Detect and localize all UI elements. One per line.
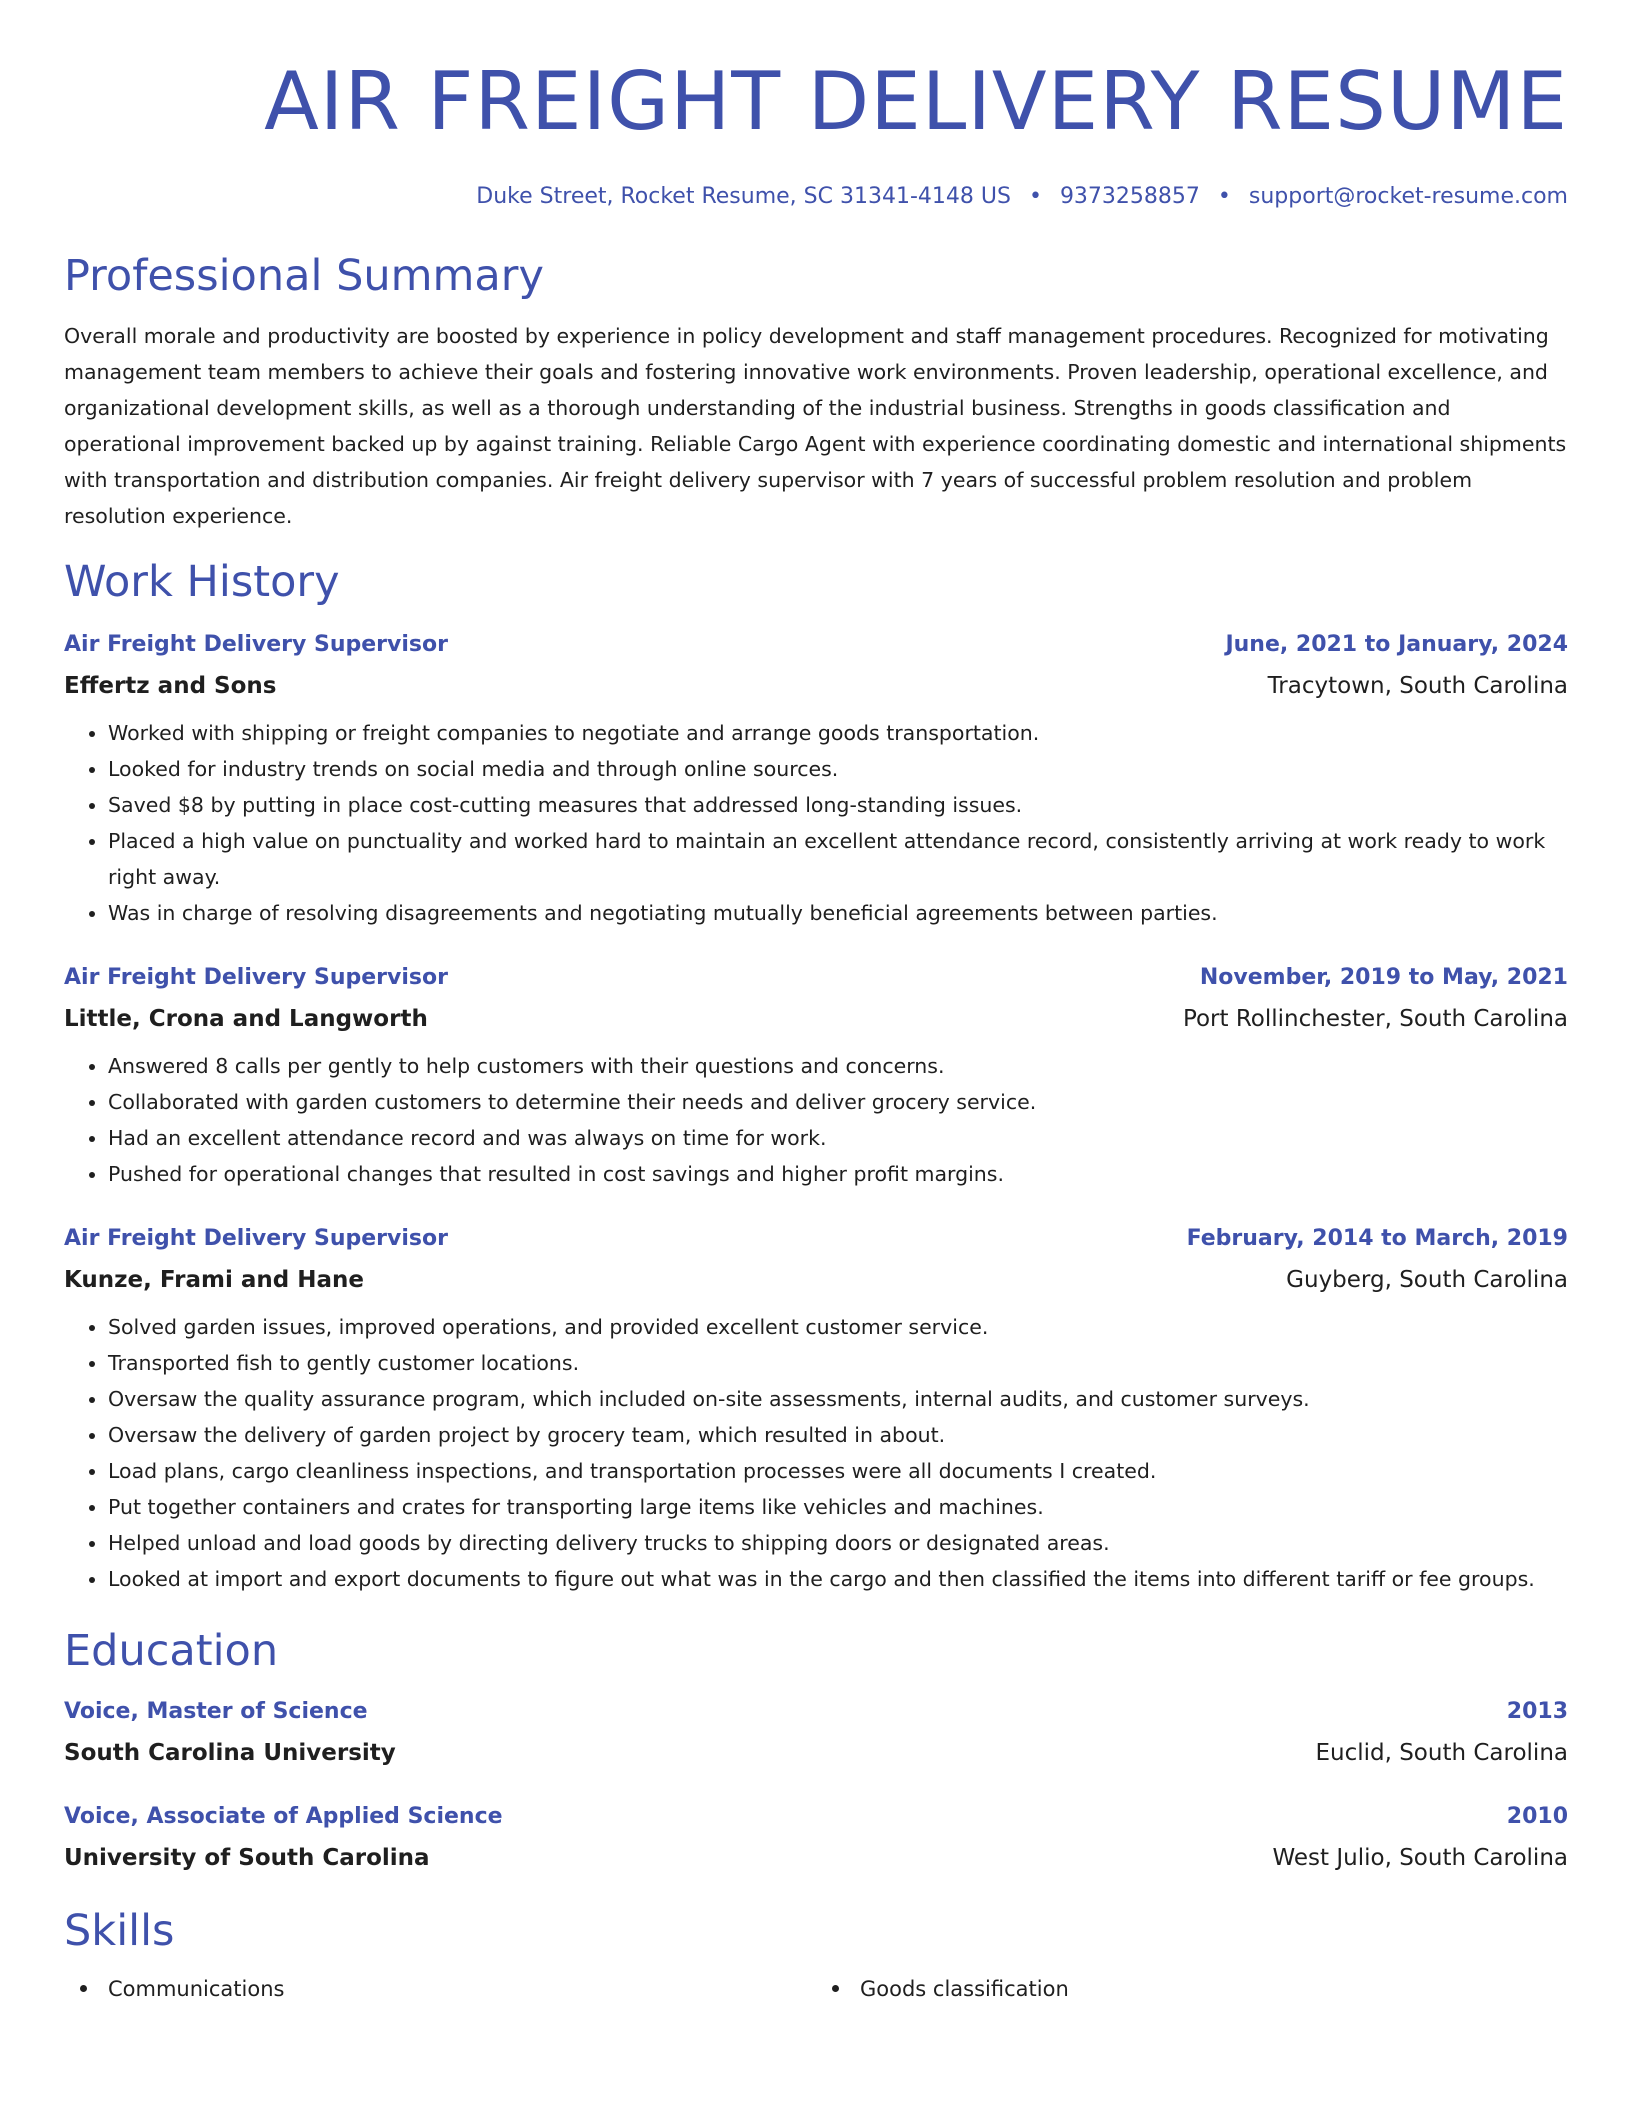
job-bullet: • Helped unload and load goods by directing delivery trucks to shipping doors or designated areas.: [108, 1525, 1568, 1561]
job-location: Port Rollinchester, South Carolina: [1182, 1006, 1568, 1032]
job-bullet: • Answered 8 calls per gently to help customers with their questions and concerns.: [108, 1048, 1568, 1084]
job-org-row: [64, 667, 1568, 705]
education-year: 2010: [1506, 1804, 1568, 1829]
job-bullet: • Looked for industry trends on social media and through online sources.: [108, 751, 1568, 787]
job-bullet: • Oversaw the quality assurance program, which included on-site assessments, internal audits, and customer surveys.: [108, 1381, 1568, 1417]
job-role: Air Freight Delivery Supervisor: [64, 965, 448, 990]
job-bullet: • Saved $8 by putting in place cost-cutting measures that addressed long-standing issues.: [108, 787, 1568, 823]
education-school: University of South Carolina: [64, 1845, 430, 1871]
job-org-row: [64, 1261, 1568, 1299]
education-location: West Julio, South Carolina: [1272, 1845, 1568, 1871]
job-company: Kunze, Frami and Hane: [64, 1267, 364, 1293]
summary-heading: Professional Summary: [64, 251, 544, 301]
education-school: South Carolina University: [64, 1740, 396, 1766]
contact-separator: •: [1028, 184, 1042, 209]
skill-item: Communications: [64, 1971, 816, 2007]
job-role: Air Freight Delivery Supervisor: [64, 632, 448, 657]
job-bullets: [64, 715, 1568, 931]
job-location: Guyberg, South Carolina: [1286, 1267, 1568, 1293]
education-header: [64, 1800, 1568, 1834]
skills-list: [64, 1971, 1568, 2007]
job-bullet: • Put together containers and crates for transporting large items like vehicles and machines.: [108, 1489, 1568, 1525]
education-school-row: [64, 1839, 1568, 1877]
education-year: 2013: [1506, 1699, 1568, 1724]
job-bullet: • Oversaw the delivery of garden project by grocery team, which resulted in about.: [108, 1417, 1568, 1453]
job-bullet: • Solved garden issues, improved operations, and provided excellent customer service.: [108, 1309, 1568, 1345]
job-company: Effertz and Sons: [64, 673, 277, 699]
education-entry: [64, 1695, 1568, 1772]
summary-text: Overall morale and productivity are boosted by experience in policy development and staff management procedures. Recognized for motivating management team members to achieve their goals and fostering innovative work environments. Proven leadership, operational excellence, and organizational development skills, as well as a thorough understanding of the industrial business. Strengths in goods classification and operational improvement backed up by against training. Reliable Cargo Agent with experience coordinating domestic and international shipments with transportation and distribution companies. Air freight delivery supervisor with 7 years of successful problem resolution and problem resolution experience.: [64, 324, 1567, 528]
education-degree: Voice, Master of Science: [64, 1699, 368, 1724]
job-org-row: [64, 1000, 1568, 1038]
contact-email: support@rocket-resume.com: [1248, 184, 1568, 209]
education-header: [64, 1695, 1568, 1729]
job-bullet: • Pushed for operational changes that resulted in cost savings and higher profit margins.: [108, 1156, 1568, 1192]
job-bullet: • Had an excellent attendance record and was always on time for work.: [108, 1120, 1568, 1156]
job-entry: [64, 1222, 1568, 1597]
job-bullet: • Was in charge of resolving disagreements and negotiating mutually beneficial agreements between parties.: [108, 895, 1568, 931]
job-header: [64, 628, 1568, 662]
job-bullet: • Placed a high value on punctuality and worked hard to maintain an excellent attendance record, consistently arriving at work ready to work right away.: [108, 823, 1568, 895]
job-bullets: [64, 1048, 1568, 1192]
job-company: Little, Crona and Langworth: [64, 1006, 428, 1032]
contact-address: Duke Street, Rocket Resume, SC 31341-4148 US: [476, 184, 1011, 209]
contact-phone: 9373258857: [1059, 184, 1200, 209]
job-entry: [64, 961, 1568, 1192]
job-dates: November, 2019 to May, 2021: [1199, 965, 1568, 990]
job-location: Tracytown, South Carolina: [1267, 673, 1568, 699]
job-bullet: • Load plans, cargo cleanliness inspections, and transportation processes were all documents I created.: [108, 1453, 1568, 1489]
job-bullet: • Worked with shipping or freight companies to negotiate and arrange goods transportation.: [108, 715, 1568, 751]
education-degree: Voice, Associate of Applied Science: [64, 1804, 503, 1829]
job-bullets: [64, 1309, 1568, 1597]
education-heading: Education: [64, 1626, 279, 1676]
job-role: Air Freight Delivery Supervisor: [64, 1226, 448, 1251]
job-dates: June, 2021 to January, 2024: [1225, 632, 1568, 657]
resume-title: AIR FREIGHT DELIVERY RESUME: [264, 55, 1568, 148]
contact-line: [64, 182, 1568, 212]
job-entry: [64, 628, 1568, 931]
skill-item: Goods classification: [816, 1971, 1568, 2007]
education-school-row: [64, 1734, 1568, 1772]
contact-separator: •: [1217, 184, 1231, 209]
job-header: [64, 1222, 1568, 1256]
education-entry: [64, 1800, 1568, 1877]
work-history-heading: Work History: [64, 557, 340, 607]
job-bullet: • Collaborated with garden customers to determine their needs and deliver grocery service.: [108, 1084, 1568, 1120]
skills-heading: Skills: [64, 1906, 175, 1956]
job-dates: February, 2014 to March, 2019: [1186, 1226, 1568, 1251]
job-bullet: • Transported fish to gently customer locations.: [108, 1345, 1568, 1381]
job-header: [64, 961, 1568, 995]
education-location: Euclid, South Carolina: [1315, 1740, 1568, 1766]
job-bullet: • Looked at import and export documents to figure out what was in the cargo and then classified the items into different tariff or fee groups.: [108, 1561, 1568, 1597]
